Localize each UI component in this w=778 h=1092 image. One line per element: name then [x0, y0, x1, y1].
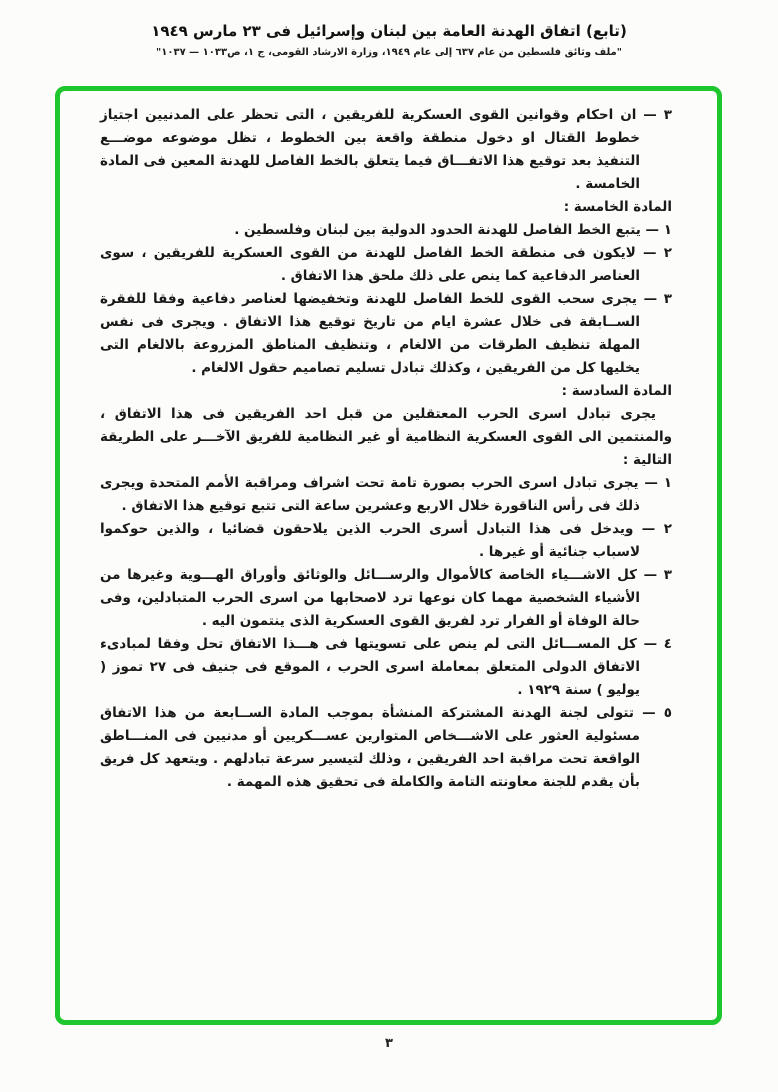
page-number: ٣ [385, 1036, 393, 1051]
clause-3-continued: ٣ — ان احكام وقوانين القوى العسكرية للفريقين ، التى تحظر على المدنيين اجتياز خطوط القتال او دخول منطقة واقعة بين الخطوط ، تظل موضوعه موضـــع التنفيذ بعد توقيع هذا الاتفـــاق فيما يتعلق بالخط الفاصل للهدنة المعين فى المادة الخامسة . [100, 107, 672, 192]
document-source-citation: "ملف وثائق فلسطين من عام ٦٣٧ إلى عام ١٩٤٩، وزارة الارشاد القومى، ج ١، ص١٠٣٣ — ١٠٣٧" [156, 47, 622, 58]
article-6-item-3: ٣ — كل الاشـــياء الخاصة كالأموال والرســـائل والوثائق وأوراق الهـــوية وغيرها من الأشياء الشخصية مهما كان نوعها ترد لاصحابها من اسرى الحرب المتبادلين، وفى حالة الوفاة أو الفرار ترد لفريق القوى العسكرية الذى ينتمون اليه . [100, 567, 672, 629]
document-body [100, 104, 672, 794]
article-6-item-4: ٤ — كل المســـائل التى لم ينص على تسويتها فى هـــذا الاتفاق تحل وفقا لمبادىء الاتفاق الدولى المتعلق بمعاملة اسرى الحرب ، الموقع فى جنيف فى ٢٧ تموز ( يوليو ) سنة ١٩٢٩ . [100, 636, 672, 698]
article-6-item-1: ١ — يجرى تبادل اسرى الحرب بصورة تامة تحت اشراف ومراقبة الأمم المتحدة ويجرى ذلك فى رأس الناقورة خلال الاربع وعشرين ساعة التى تتبع توقيع هذا الاتفاق . [100, 475, 672, 514]
article-6-intro: يجرى تبادل اسرى الحرب المعتقلين من قبل احد الفريقين فى هذا الاتفاق ، والمنتمين الى القوى العسكرية النظامية أو غير النظامية للفريق الآخـــر على الطريقة التالية : [100, 406, 672, 468]
article-6-heading: المادة السادسة : [561, 383, 672, 399]
article-6-item-5: ٥ — تتولى لجنة الهدنة المشتركة المنشأة بموجب المادة الســابعة من هذا الاتفاق مسئولية العثور على الاشـــخاص المتوارين عســـكريين أو مدنيين فى المنـــاطق الواقعة تحت مراقبة احد الفريقين ، وذلك لتيسير سرعة تبادلهم . ويتعهد كل فريق بأن يقدم للجنة معاونته التامة والكاملة فى تحقيق هذه المهمة . [100, 705, 672, 790]
document-header [0, 22, 778, 58]
article-5-heading: المادة الخامسة : [563, 199, 672, 215]
document-title: (تابع) اتفاق الهدنة العامة بين لبنان وإسرائيل فى ٢٣ مارس ١٩٤٩ [151, 22, 627, 40]
article-5-item-1: ١ — يتبع الخط الفاصل للهدنة الحدود الدولية بين لبنان وفلسطين . [234, 222, 672, 238]
article-5-item-2: ٢ — لايكون فى منطقة الخط الفاصل للهدنة من القوى العسكرية للفريقين ، سوى العناصر الدفاعية كما ينص على ذلك ملحق هذا الاتفاق . [100, 245, 672, 284]
article-5-item-3: ٣ — يجرى سحب القوى للخط الفاصل للهدنة وتخفيضها لعناصر دفاعية وفقا للفقرة الســابقة فى خلال عشرة ايام من تاريخ توقيع هذا الاتفاق . ويجرى فى نفس المهلة تنظيف الطرقات من الالغام ، وتنظيف المناطق المزروعة بالالغام التى يخليها كل من الفريقين ، وكذلك تبادل تسليم تصاميم حقول الالغام . [100, 291, 672, 376]
article-6-item-2: ٢ — ويدخل فى هذا التبادل أسرى الحرب الذين يلاحقون قضائيا ، والذين حوكموا لاسباب جنائية أو غيرها . [100, 521, 672, 560]
